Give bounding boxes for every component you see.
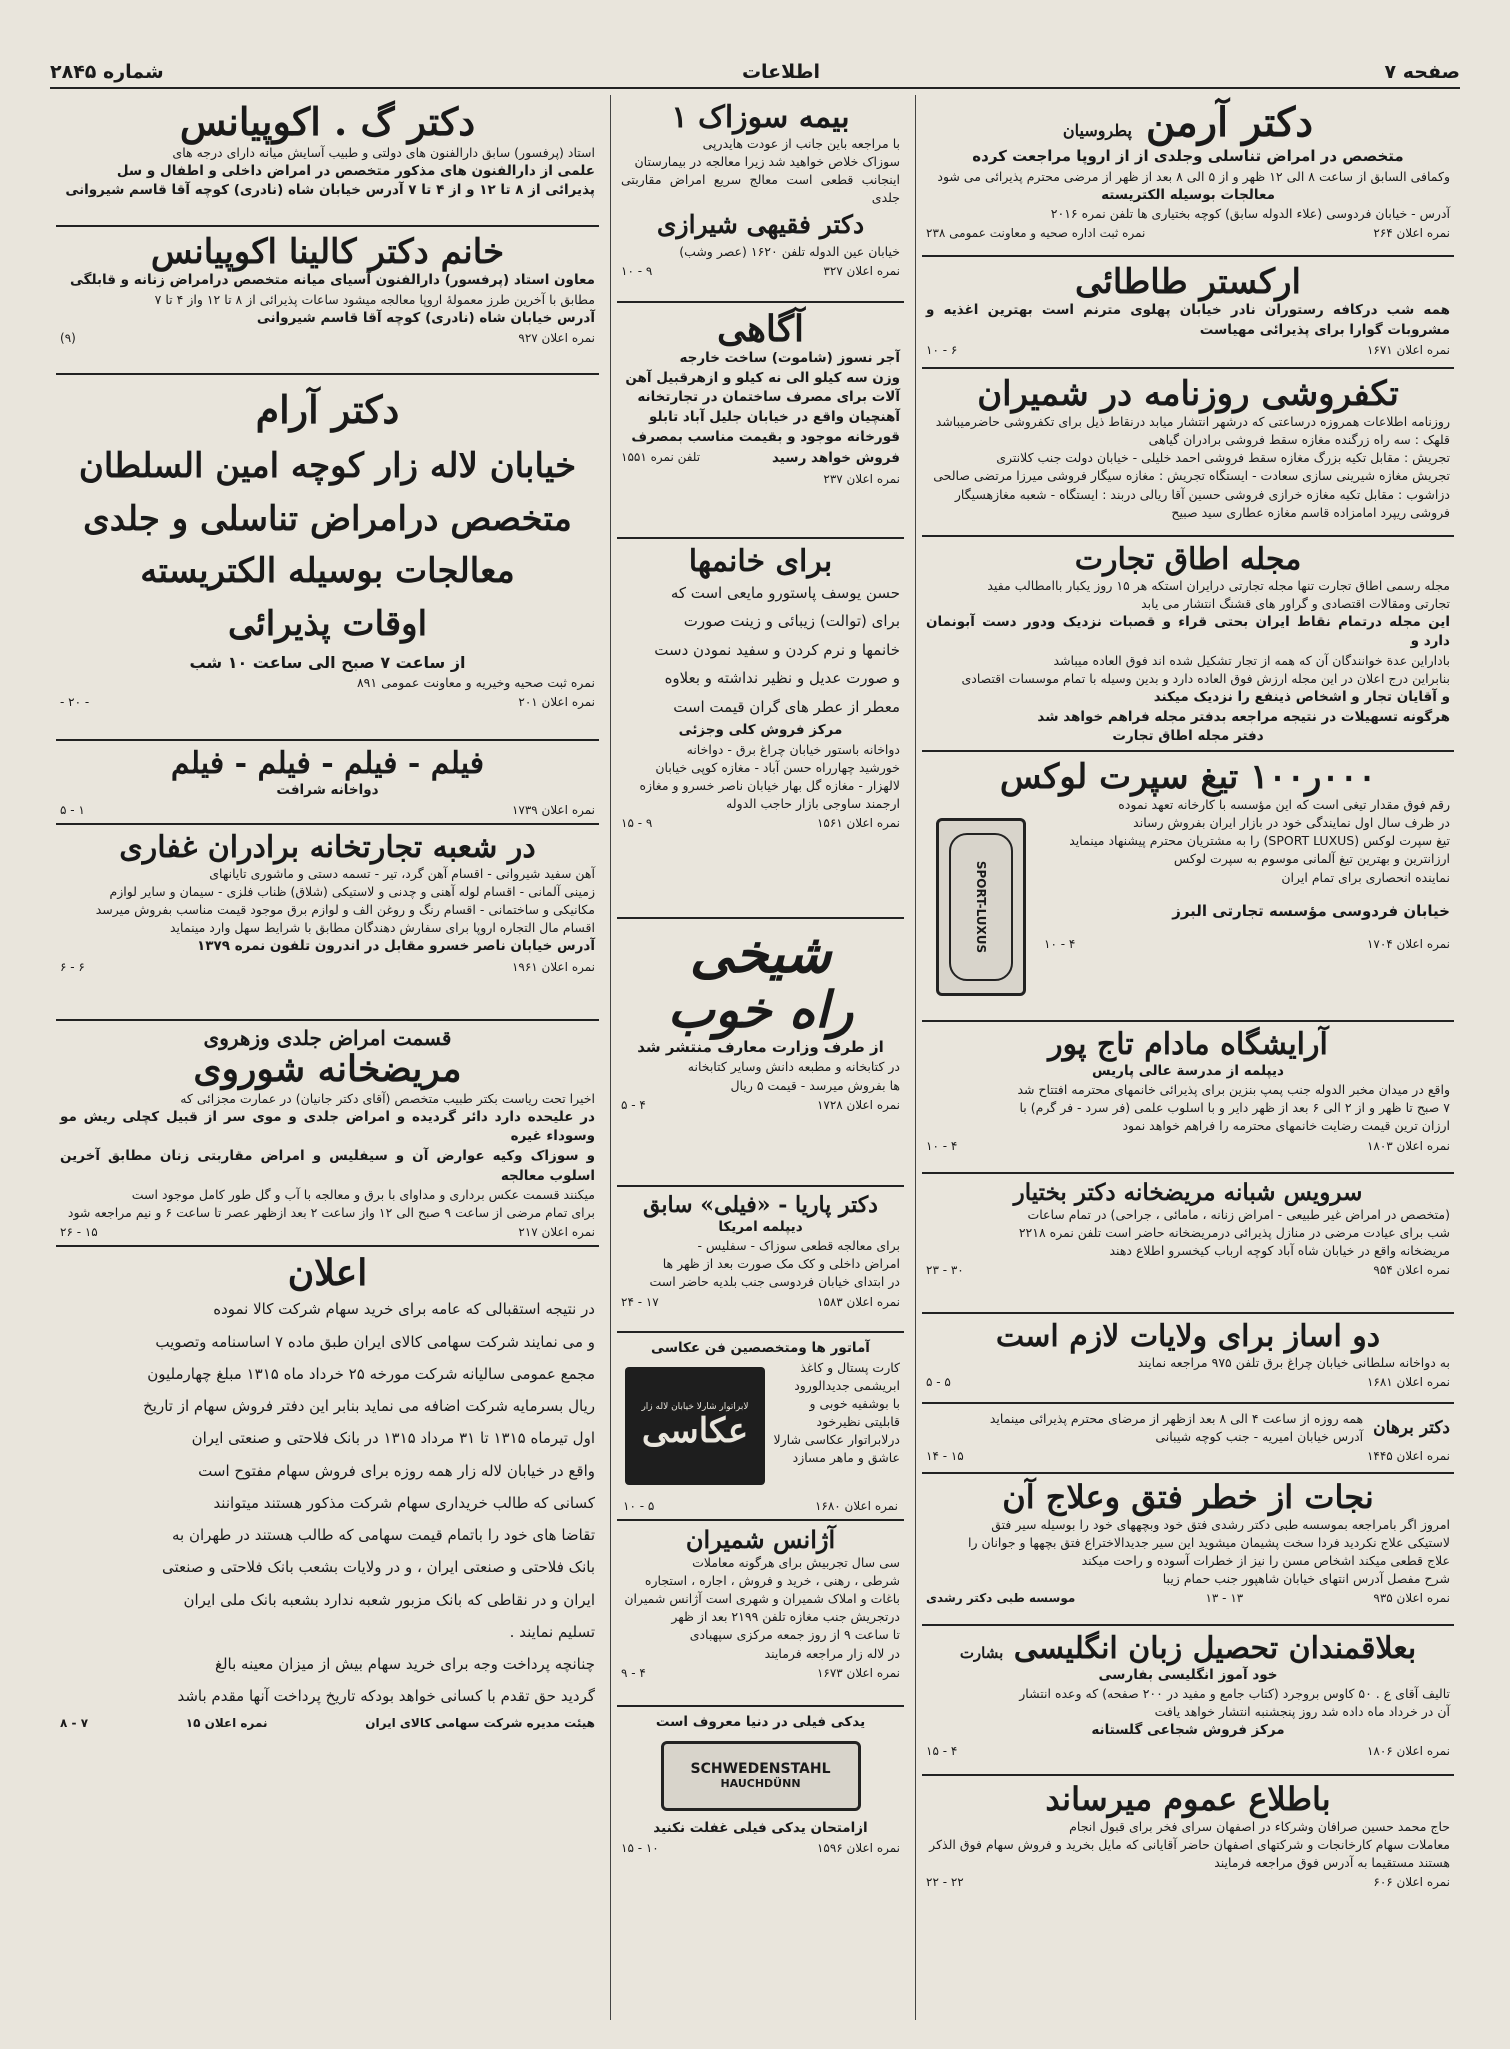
- ad-dr-armen: دکتر آرمن پطروسیان متخصص در امراض تناسلی وجلدی از از اروپا مراجعت کرده وکمافی السابق از ساعت ۸ الی ۱۲ ظهر و از ۵ الی ۸ بعد از ظهر از مرضی محترم پذیرائی می شود معالجات بوسیله الکتریسته آدرس - خیابان فردوسی (علاء الدوله سابق) کوچه بختیاری ها تلفن نمره ۲۰۱۶ نمره اعلان ۲۶۴ نمره ثبت اداره صحیه و معاونت عمومی ۲۳۸: [922, 95, 1454, 257]
- ad-title: آژانس شمیران: [685, 1525, 836, 1554]
- ad-photography: آماتور ها ومتخصصین فن عکاسی لابراتوار شارلا خیابان لاله زار عکاسی کارت پستال و کاغذ ابریشمی جدیدالورود با بوشفیه خوبی و قابلیتی نظیرخود درلابراتوار عکاسی شارلا عاشق و ماهر مسازد نمره اعلان ۱۶۸۰ ۵ - ۱۰: [617, 1333, 904, 1521]
- ad-dr-kalina: خانم دکتر کالینا اکوپیانس معاون استاد (پرفسور) دارالفنون آسیای میانه متخصص درامراض زنانه و قابلگی مطابق با آخرین طرز معمولهٔ اروپا معالجه میشود ساعات پذیرائی از ۸ تا ۱۲ واز ۴ تا ۷ آدرس خیابان شاه (نادری) کوچه آقا قاسم شیروانی نمره اعلان ۹۲۷ (۹): [56, 227, 599, 375]
- newspaper-page: [50, 55, 1460, 2020]
- paper-name: اطلاعات: [741, 61, 820, 83]
- ad-kala-shares-notice: اعلان در نتیجه استقبالی که عامه برای خرید سهام شرکت کالا نموده و می نمایند شرکت سهامی کالای ایران طبق ماده ۷ اساسنامه وتصویب مجمع عمومی سالیانه شرکت مورخه ۲۵ خرداد ماه ۱۳۱۵ مبلغ چهارملیون ریال بسرمایه شرکت اضافه می نماید بنابر این دفتر فروش سهام از تاریخ اول تیرماه ۱۳۱۵ تا ۳۱ مرداد ۱۳۱۵ در بانک فلاحتی و صنعتی ایران واقع در خیابان لاله زار همه روزه برای فروش سهام مفتوح است کسانی که طالب خریداری سهام شرکت مذکور هستند میتوانند تقاضا های خود را باتمام قیمت سهامی که طالب هستند در طهران به بانک فلاحتی و صنعتی ایران ، و در ولایات بشعب بانک فلاحتی و صنعتی ایران و در نقاطی که بانک مزبور شعبه ندارد بشعبه بانک ملی ایران تسلیم نمایند . چنانچه پرداخت وجه برای خرید سهام بیش از میزان معینه بالغ گردید حق تقدم با کسانی خواهد بودکه تاریخ پرداخت آنها مقدم باشد هیئت مدیره شرکت سهامی کالای ایران نمره اعلان ۱۵ ۷ - ۸: [60, 1252, 595, 1730]
- ad-agahi-bricks: آگاهی آجر نسوز (شاموت) ساخت خارجه وزن سه کیلو الی نه کیلو و ازهرقبیل آهن آلات برای مصرف ساختمان در تجارتخانه آهنچیان واقع در خیابان جلیل آباد تابلو قورخانه موجود و بقیمت مناسب بمصرف فروش خواهد رسید تلفن نمره ۱۵۵۱ نمره اعلان ۲۳۷: [617, 303, 904, 539]
- ad-title: شیخی: [689, 921, 832, 985]
- ad-orchestra: ارکستر طاطائی همه شب درکافه رستوران نادر خیابان پهلوی مترنم است بهترین اغذیه و مشروبات گوارا برای پذیرائی مهیاست نمره اعلان ۱۶۷۱ ۶ - ۱۰: [922, 257, 1454, 369]
- ad-ghaffari-brothers: در شعبه تجارتخانه برادران غفاری آهن سفید شیروانی - اقسام آهن گرد، تیر - تسمه دستی و ماشوری تایانهای زمینی آلمانی - اقسام لوله آهنی و چدنی و لاستیکی (شلاق) ظناب فلزی - سیمان و سایر لوازم مکانیکی و ساختمانی - اقسام رنگ و روغن الف و لوازم برق موجود قیمت مناسب بفروش میرسد اقسام مال التجاره اروپا برای سفارش دهندگان مطابق با شرایط سهل وارد مینماید آدرس خیابان ناصر خسرو مقابل در اندرون تلفون نمره ۱۳۷۹ نمره اعلان ۱۹۶۱ ۶ - ۶: [56, 825, 599, 1021]
- ad-rah-khoob-book: شیخی راه خوب از طرف وزارت معارف منتشر شد در کتابخانه و مطبعه دانش وسایر کتابخانه ها بفروش میرسد - قیمت ۵ ریال نمره اعلان ۱۷۲۸ ۴ - ۵: [617, 919, 904, 1187]
- ad-title: دکتر برهان: [1373, 1417, 1450, 1438]
- ad-title: آماتور ها ومتخصصین فن عکاسی: [651, 1340, 870, 1356]
- ad-tajpour-salon: آرایشگاه مادام تاج پور دیپلمه از مدرسة عالی پاریس واقع در میدان مخبر الدوله جنب پمپ بنزین برای پذیرائی خانمهای محترمه افتتاح شد ۷ صبح تا ظهر و از ۲ الی ۶ بعد از ظهر دایر و با اسلوب علمی (فر سرد - فر گرم) با ارزان ترین قیمت رضایت خانمهای محترمه را فراهم خواهد نمود نمره اعلان ۱۸۰۳ ۴ - ۱۰: [922, 1022, 1454, 1174]
- ad-dr-aram: دکتر آرام خیابان لاله زار کوچه امین السلطان متخصص درامراض تناسلی و جلدی معالجات بوسیله الکتریسته اوقات پذیرائی از ساعت ۷ صبح الی ساعت ۱۰ شب نمره ثبت صحیه وخیریه و معاونت عمومی ۸۹۱ نمره اعلان ۲۰۱ - ۲۰ -: [56, 375, 599, 741]
- ad-title: برای خانمها: [688, 544, 833, 579]
- ad-swedish-steel: یدکی فیلی در دنیا معروف است SCHWEDENSTAHL HAUCHDÜNN ازامتحان یدکی فیلی غفلت نکنید نمره اعلان ۱۵۹۶ ۱۰ - ۱۵: [621, 1714, 900, 1856]
- ad-title: دکتر آرام: [255, 387, 400, 432]
- ad-shemiran-agency: آژانس شمیران سی سال تجربیش برای هرگونه معاملات شرطی ، رهنی ، خرید و فروش ، اجاره ، استجاره باغات و املاک شمیران و شهری است آژانس شمیران درتجریش جنب مغازه تلفن ۲۱۹۹ بعد از ظهر تا ساعت ۹ از روز جمعه مرکزی سپهبادی در لاله زار مراجعه فرمایند نمره اعلان ۱۶۷۳ ۴ - ۹: [617, 1521, 904, 1707]
- ad-shemiran-newsstand: تکفروشی روزنامه در شمیران روزنامه اطلاعات همروزه درساعتی که درشهر انتشار میابد درنقاط ذیل برای تکفروشی حاضرمیباشد قلهک : سه راه زرگنده مغازه سقط فروشی برادران گیاهی تجریش : مقابل تکیه بزرگ مغازه سقط فروشی احمد خلیلی - خیابان دولت جنب کلانتری تجریش مغازه شیرینی سازی سعادت - ایستگاه تجریش : مغازه سیگار فروشی میرزا مرتضی صالحی دزاشوب : مقابل تکیه مغازه خرازی فروشی حسین آقا ریالی دربند : ایستگاه - شعبه مغازهسیگار فروشی ریپرد امامزاده قاسم مغازه عطاری سید صبیح: [922, 369, 1454, 537]
- page-number: صفحه ۷: [1384, 61, 1460, 83]
- ad-title: ارکستر طاطائی: [1075, 262, 1301, 302]
- ad-title: سرویس شبانه مریضخانه دکتر بختیار: [1013, 1179, 1363, 1206]
- ad-title: تکفروشی روزنامه در شمیران: [977, 374, 1399, 414]
- ad-title: آرایشگاه مادام تاج پور: [1048, 1027, 1328, 1062]
- ad-title: ۰۰۰ر۱۰۰ تیغ سپرت لوکس: [999, 757, 1377, 797]
- column-right: [915, 95, 1460, 2020]
- ad-title: باطلاع عموم میرساند: [1045, 1780, 1331, 1818]
- ad-title: دو اساز برای ولایات لازم است: [995, 1319, 1381, 1354]
- issue-number: شماره ۲۸۴۵: [50, 61, 164, 83]
- ad-organ-builder: دو اساز برای ولایات لازم است به دواخانه سلطانی خیابان چراغ برق تلفن ۹۷۵ مراجعه نمایند نمره اعلان ۱۶۸۱ ۵ - ۵: [922, 1314, 1454, 1404]
- ad-title: بیمه سوزاک ۱: [671, 100, 850, 135]
- razor-blade-image: SPORT-LUXUS: [936, 818, 1026, 996]
- ad-for-ladies: برای خانمها حسن یوسف پاستورو مایعی است که برای (توالت) زیبائی و زینت صورت خانمها و نرم کردن و سفید نمودن دست و صورت عدیل و نظیر نداشته و بعلاوه معطر از عطر های گران قیمت است مرکز فروش کلی وجزئی دواخانه باستور خیابان چراغ برق - دواخانه خورشید چهارراه حسن آباد - مغازه کوپی خیابان لالهزار - مغازه گل بهار خیابان ناصر خسرو و مغازه ارجمند ساوجی بازار حاجب الدوله نمره اعلان ۱۵۶۱ ۹ - ۱۵: [617, 539, 904, 919]
- ad-title: دکتر آرمن: [1145, 99, 1314, 146]
- ad-title: خانم دکتر کالینا اکوپیانس: [150, 232, 505, 272]
- ad-title: مریضخانه شوروی: [193, 1048, 462, 1091]
- page-header: [50, 55, 1460, 89]
- photo-studio-logo: لابراتوار شارلا خیابان لاله زار عکاسی: [625, 1367, 765, 1485]
- ad-sozak: بیمه سوزاک ۱ با مراجعه باین جانب از عودت هایدرپی سوزاک خلاص خواهید شد زیرا معالجه در بیمارستان اینجانب قطعی است معالج سریع امراض مقاربتی جلدی دکتر فقیهی شیرازی خیابان عین الدوله تلفن ۱۶۲۰ (عصر وشب) نمره اعلان ۳۲۷ ۹ - ۱۰: [617, 95, 904, 303]
- blade-logo: SCHWEDENSTAHL HAUCHDÜNN: [661, 1741, 861, 1811]
- ad-title: اعلان: [287, 1252, 368, 1294]
- ad-title: نجات از خطر فتق وعلاج آن: [1002, 1478, 1374, 1516]
- ad-dr-parya: دکتر پاریا - «فیلی» سابق دیپلمه امریکا برای معالجه قطعی سوزاک - سفلیس - امراض داخلی و کک مک صورت بعد از ظهر ها در ابتدای خیابان فردوسی جنب بلدیه حاضر است نمره اعلان ۱۵۸۳ ۱۷ - ۲۴: [617, 1187, 904, 1333]
- ad-title: دکتر پاریا - «فیلی» سابق: [643, 1192, 878, 1218]
- ad-dr-acopianz: دکتر گ . اکوپیانس استاد (پرفسور) سابق دارالفنون های دولتی و طبیب آسایش میانه دارای درجه های علمی از دارالفنون های مذکور متخصص در امراض داخلی و اطفال و سل پذیرائی از ۸ تا ۱۲ و از ۴ تا ۷ آدرس خیابان شاه (نادری) کوچه آقا قاسم شیروانی: [56, 95, 599, 227]
- ad-english-course: بعلاقمندان تحصیل زبان انگلیسی بشارت خود آموز انگلیسی بفارسی تالیف آقای ع . ۵۰ کاوس بروجرد (کتاب جامع و مفید در ۲۰۰ صفحه) که وعده انتشار آن در خرداد ماه داده شد روز پنجشنبه انتشار خواهد یافت مرکز فروش شجاعی گلستانه نمره اعلان ۱۸۰۶ ۴ - ۱۵: [922, 1626, 1454, 1776]
- ad-sport-luxus: ۰۰۰ر۱۰۰ تیغ سپرت لوکس SPORT-LUXUS رقم فوق مقدار تیغی است که این مؤسسه با کارخانه تعهد نموده در ظرف سال اول نمایندگی خود در بازار ایران بفروش رساند تیغ سپرت لوکس (SPORT LUXUS) را به مشتریان محترم پیشنهاد مینماید ارزانترین و بهترین تیغ آلمانی موسوم به سپرت لوکس نماینده انحصاری برای تمام ایران خیابان فردوسی مؤسسه تجارتی البرز نمره اعلان ۱۷۰۴ ۴ - ۱۰: [922, 752, 1454, 1022]
- ad-title: بعلاقمندان تحصیل زبان انگلیسی: [1013, 1631, 1417, 1666]
- ad-bakhtiar-hospital: سرویس شبانه مریضخانه دکتر بختیار (متخصص در امراض غیر طبیعی - امراض زنانه ، مامائی ، جراحی) در تمام ساعات شب برای عیادت مرضی در منازل پذیرائی درمریضخانه حاضر است تلفن نمره ۲۲۱۸ مریضخانه واقع در خیابان شاه آباد کوچه ارباب کیخسرو اطلاع دهند نمره اعلان ۹۵۴ ۳۰ - ۲۳: [922, 1174, 1454, 1314]
- ad-shoravi-hospital: قسمت امراض جلدی وزهروی مریضخانه شوروی اخیرا تحت ریاست بکتر طبیب متخصص (آقای دکتر جانیان) در عمارت مجزائی که در علیحده دارد دائر گردیده و امراض جلدی و موی سر از قبیل کچلی ریش مو وسوداء غیره و سوزاک وکیه عوارض آن و سیفلیس و امراض مقاربتی زنان مطابق آخرین اسلوب معالجه میکنند قسمت عکس برداری و مداوای با برق و معالجه با آب و گل طور کامل موجود است برای تمام مرضی از ساعت ۹ صبح الی ۱۲ واز ساعت ۲ بعد ازظهر عصر تا ساعت ۶ و نیم مراجعه شود نمره اعلان ۲۱۷ ۱۵ - ۲۶: [56, 1021, 599, 1247]
- ad-title: یدکی فیلی در دنیا معروف است: [655, 1714, 866, 1730]
- ad-title: در شعبه تجارتخانه برادران غفاری: [119, 830, 536, 865]
- ad-hernia: نجات از خطر فتق وعلاج آن امروز اگر بامراجعه بموسسه طبی دکتر رشدی فتق خود وبچههای خود را بوسیله سیر فتق لاستیکی علاج نکردید فردا سخت پشیمان میشوید این سیر جدیدالاختراع فتق بچهها و جوانان را علاج قطعی میکند اشخاص مسن را نیز از خطرات آسوده و راحت میکند شرح مفصل آدرس انتهای خیابان شاهپور جنب حمام زیبا نمره اعلان ۹۳۵ ۱۳ - ۱۳ موسسه طبی دکتر رشدی: [922, 1474, 1454, 1626]
- column-center: [610, 95, 910, 2020]
- ad-dr-borhan: دکتر برهان همه روزه از ساعت ۴ الی ۸ بعد ازظهر از مرضای محترم پذیرائی مینماید آدرس خیابان امیریه - جنب کوچه شیبانی نمره اعلان ۱۴۴۵ ۱۵ - ۱۴: [922, 1404, 1454, 1474]
- ad-title: آگاهی: [716, 308, 805, 350]
- ad-title: فیلم - فیلم - فیلم - فیلم: [170, 746, 485, 781]
- column-left: [50, 95, 605, 2020]
- ad-title: مجله اطاق تجارت: [1074, 542, 1302, 577]
- ad-public-notice: باطلاع عموم میرساند حاج محمد حسین صرافان وشرکاء در اصفهان سرای فخر برای قبول انجام معاملات سهام کارخانجات و شرکتهای اصفهان حاضر آقایانی که مایل بخرید و فروش سهام فوق الذکر هستند مستقیما به آدرس فوق مراجعه فرمایند نمره اعلان ۶۰۶ ۲۲ - ۲۲: [926, 1780, 1450, 1890]
- ad-title: دکتر گ . اکوپیانس: [179, 99, 476, 144]
- ad-chamber-of-commerce: مجله اطاق تجارت مجله رسمی اطاق تجارت تنها مجله تجارتی درایران استکه هر ۱۵ روز یکبار باامطالب مفید تجارتی ومقالات اقتصادی و گراور های قشنگ انتشار می یابد این مجله درتمام نقاط ایران بحتی قراء و قصبات نزدیک ودور دست آبونمان دارد و باداراین عدة خوانندگان آن که همه از تجار تشکیل شده اند فوق العاده میباشد بنابراین درج اعلان در این مجله ارزش فوق العاده دارد و بدین وسیله با تمام موسسات اقتصادی و آقایان تجار و اشخاص ذینفع را نزدیک میکند هرگونه تسهیلات در نتیجه مراجعه بدفتر مجله فراهم خواهد شد دفتر مجله اطاق تجارت: [922, 537, 1454, 752]
- ad-film: فیلم - فیلم - فیلم - فیلم دواخانه شرافت نمره اعلان ۱۷۳۹ ۱ - ۵: [56, 741, 599, 825]
